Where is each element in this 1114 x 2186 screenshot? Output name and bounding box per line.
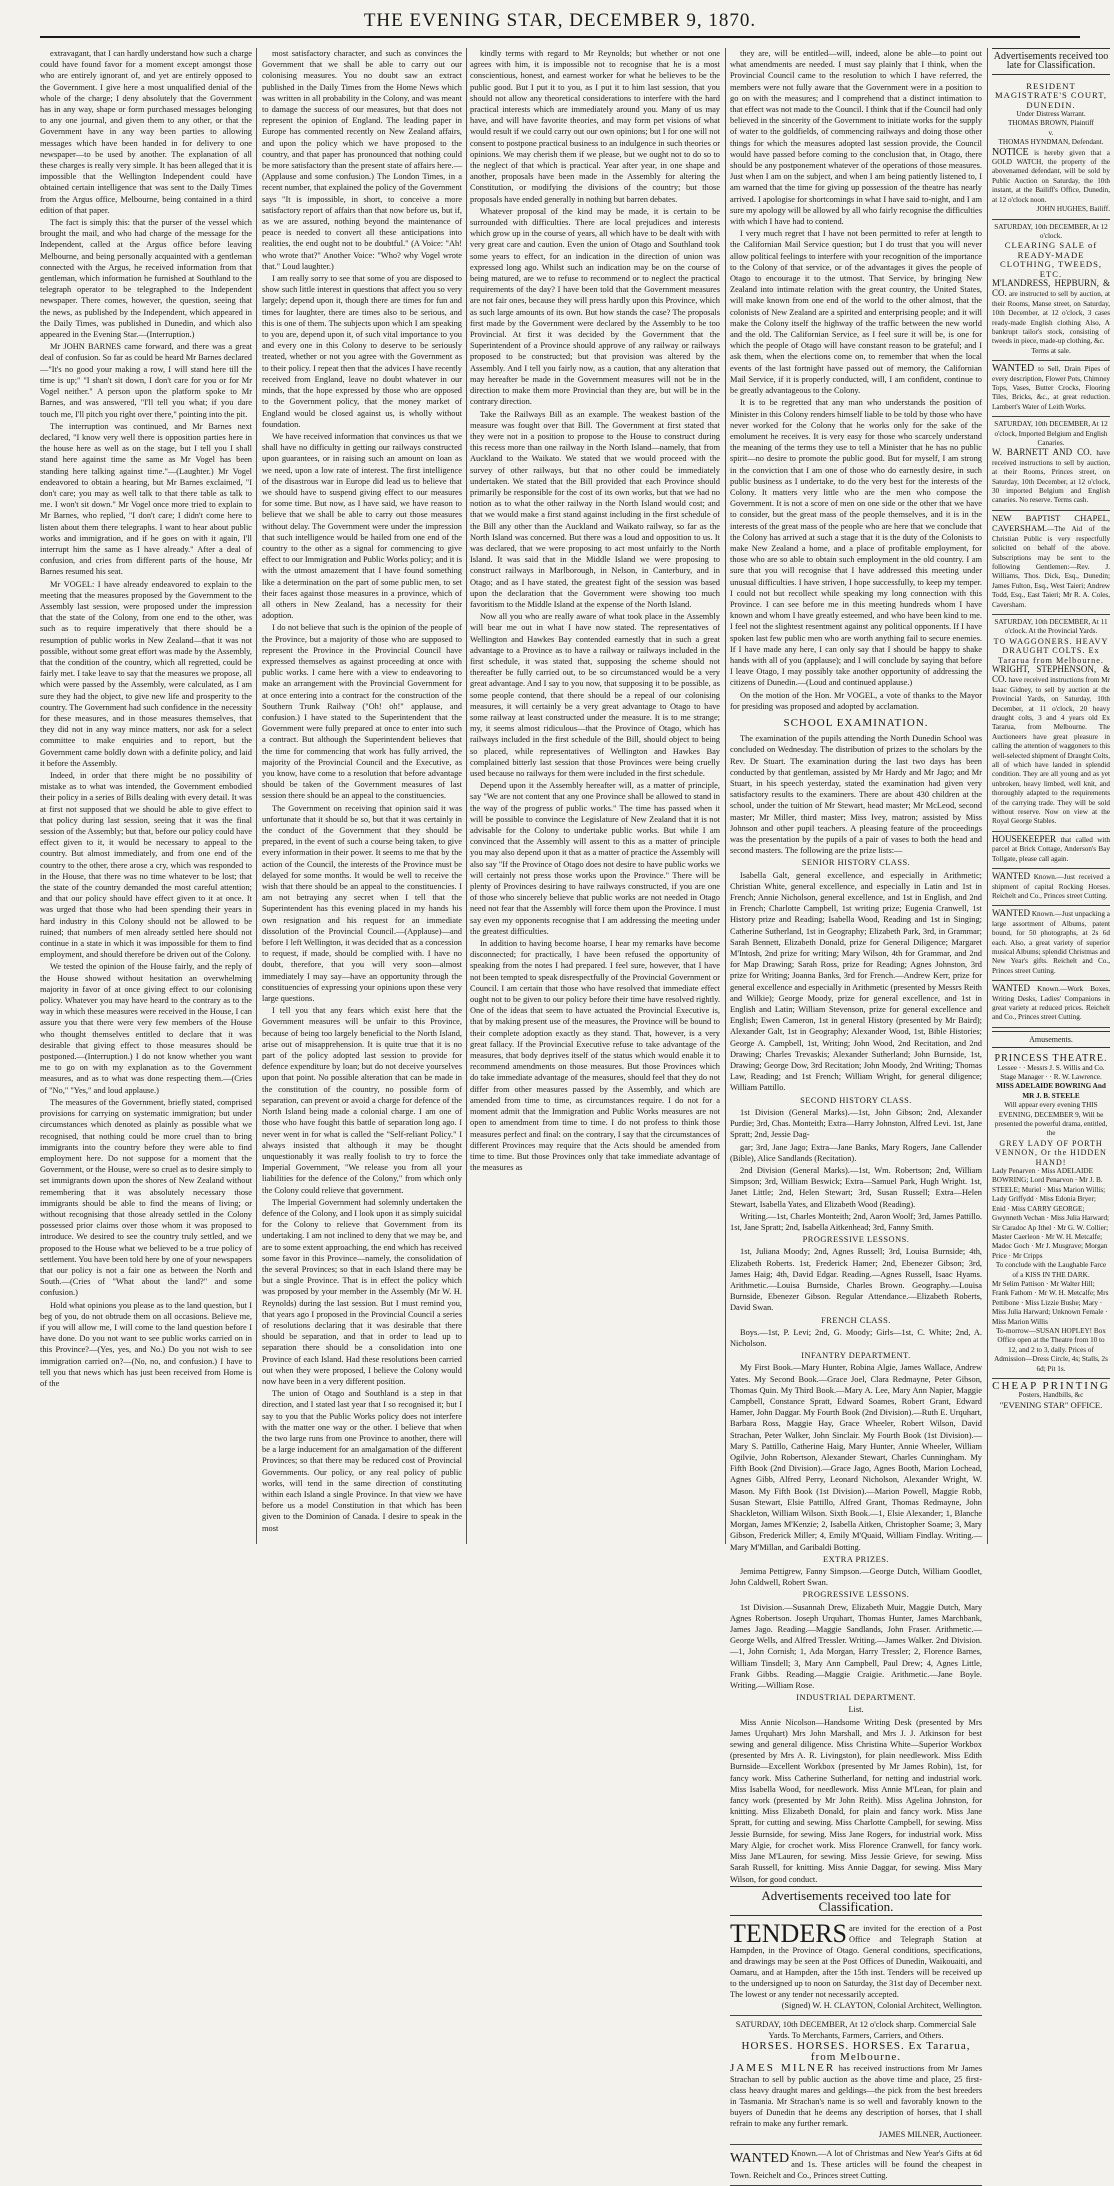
paragraph: Isabella Galt, general excellence, and especially in Arithmetic; Christian White, general excellence, and especially in Latin and 1st in French; Annie Nicholson, general excellence, and 1st in English, and 2nd in French; Charlotte Campbell, 1st writing prize; Eugenia Cranwell, 1st History prize and Reading; Isabella Wood, Reading and 1st in Singing; Catherine Sutherland, 1st in Geography; Elizabeth Park, 3rd, in Grammar; Sarah Bennett, Elizabeth Donald, prize for General Diligence; Margaret M'Intosh, 2nd prize for writing; Mary Wilson, 4th for Grammar, and 2nd for Map Drawing; Sarah Ross, prize for Reading; Agnes Johnston, 3rd prize for Writing; Joanna Banks, 3rd for French.—Andrew Kerr, prize for general excellence and especially in Arithmetic (presented by Messrs Reith and Wilkie); George Moody, prize for general excellence, and 1st in English and Latin; William Stevenson, prize for general excellence and English; Ewen Cameron, 1st in general History (presented by Mr Baird); Alexander Galt, 1st in Geography; Alexander Wood, 1st, Bible Histories; George A. Campbell, 1st, Writing; John Wood, 2nd Recitation, and 2nd Drawing; Charles Trevaskis; Alexander Sutherland; John Burnside, 1st, Drawing; George Dow, 3rd Recitation; John Moody, 2nd Writing; Thomas Law, Reading; and 1st French; William Wright, for general diligence; William Pattillo. [730,870,982,1093]
wright-lead: WRIGHT, STEPHENSON, & CO. [992,663,1110,685]
milner-lead: JAMES MILNER [730,2062,836,2075]
theatre-appearance: Will appear every evening THIS EVENING, DECEMBER 9, Will be presented the powerful drama, entitled, the [994,1101,1108,1138]
landress-body: are instructed to sell by auction, at their Rooms, Manse street, on Saturday, 10th December, at 12 o'clock, 3 cases ready-made English clothing Also, A bankrupt tailor's stock, consisting of tweeds in piece, made-up clothing, &c. [992,290,1110,346]
landress-terms: Terms at sale. [1031,346,1071,355]
subheading: PROGRESSIVE LESSONS. [802,1235,910,1245]
barnett-lead: W. BARNETT AND CO. [992,447,1092,458]
paragraph: My First Book.—Mary Hunter, Robina Algie, James Wallace, Andrew Yates. My Second Book.—Grace Joel, Clara Redmayne, Peter Gibson, Thomas Quin. My Third Book.—Mary A. Lee, Mary Ann Napier, Maggie Campbell, Constance Spratt, Edward Soames, Robert Grant, Edward Hamer, John Daggar. My Fourth Book (2nd Division).—Ruth E. Urquhart, Barbara Ross, Maggie Hay, Grace Wheeler, Robert Wilson, David Strachan, Peter Walker, John Sinclair. My Fourth Book (1st Division).—Mary S. Pattillo, Catherine Haig, Mary Hunter, Annie Wheeler, William Ogilvie, John Robertson, Alexander Stewart, Charles Cunningham. My Fifth Book (2nd Division).—Grace Jago, Agnes Booth, Marion Lochead, Agnes Gibb, Alfred Perry, Leonard Nicholson, Alexander Wright, W. Mason. My Fifth Book (1st Division).—Marion Powell, Maggie Robb, Susan Stewart, Elsie Pattillo, Alfred Grant, Thomas Redmayne, John Shackleton, William Wilson. Sixth Book.—1, Elsie Alexander; 1, Blanche Morgan, James M'Kenzie; 2, Isabella Aitken, Christopher Soame; 3, Mary Gibson, Frederick Miller; 4, Emily M'Quaid, William Findlay. Writing.—Mary M'Millan, and Garibaldi Botting. [730,1363,982,1552]
theatre-ad [992,1051,1110,1379]
printing-office: "EVENING STAR" OFFICE. [999,1399,1103,1410]
play-title: GREY LADY OF PORTH VENNON, Or the HIDDEN HAND! [995,1138,1107,1167]
paragraph: The examination of the pupils attending the North Dunedin School was concluded on Wednesday. The distribution of prizes to the scholars by the Rev. Dr Stuart. The examination during the last two days has been conducted by that gentleman, assisted by Mr Hardy and Mr Jago; and Mr Stuart, in his speech yesterday, stated the examination had given very satisfactory results to the examiners. There are about 430 children at the school, under the tuition of Mr Stewart, head master; Mr McLeod, second master; Mr Miller, third master; Miss Ivey, matron; assisted by Miss Johnson and other pupil teachers. A pleasing feature of the proceedings was the presentation by the pupils of a pair of vases to both the head and second masters. The following are the prize lists:— [730,734,982,856]
house-body: that called with parcel at Brick Cottage, Anderson's Bay Tollgate, please call again. [992,835,1110,863]
column-rule [466,48,467,1544]
colts-title: TO WAGGONERS. HEAVY DRAUGHT COLTS. Ex Tararua from Melbourne. [993,636,1109,665]
w1-lead: WANTED [992,871,1030,882]
paragraph: I very much regret that I have not been permitted to refer at length to the Californian Mail Service question; but I do trust that you will never allow political feelings to interfere with your recognition of the importance to the Colony of that service, or of the advantages it gives the people of Otago to encourage it to the utmost. That Service, by bringing New Zealand into intimate relation with the great country, the United States, will make known from one end of the world to the other almost, that the colonists of New Zealand are a spirited and enterprising people; and it will make the Colony itself the highway of the traffic between the new world and the old. The Californian Service, as I feel sure it will be, is one for which the people of Otago will have constant reason to be grateful; and I ask them, when the elections come on, to remember that when the local events of the last fortnight have passed out of memory, the Californian Mail Service, if it is properly conducted, will, I am confident, continue to be greatly advantageous to the Colony. [730,229,982,396]
housekeeper-ad [992,832,1110,869]
w3-lead: WANTED [992,983,1030,994]
paragraph: Hold what opinions you please as to the land question, but I beg of you, do not obtrude them on all occasions. Believe me, if you will allow me, I will come to the land question before I have done. Do you not want to see public works carried on in this Province?—(Yes, yes, and No.) Do you not wish to see immigration carried on?—(No, no, and confusion.) I have to tell you that news which has just been received from Home is of the [40,1300,252,1388]
tenders-body: are invited for the erection of a Post Office and Telegraph Station at Hampden, in the Province of Otago. General conditions, specifications, and drawings may be seen at the Post Offices of Dunedin, Waikouaiti, and Oamaru, and at Hampden, after the 15th inst. Tenders will be received up to the undersigned up to noon on Saturday, the 31st day of December next. The lowest or any tender not necessarily accepted. [730,1924,982,2000]
column-rule [987,48,988,1544]
wright-body: have received instructions from Mr Isaac Gidney, to sell by auction at the Provincial Yards, on Saturday, 10th December, at 11 o'clock, 20 heavy draught colts, 3 and 4 years old Ex Tararua, from Melbourne. The Auctioneers have great pleasure in calling the attention of waggoners to this well-selected shipment of Draught Colts, all of which have landed in splendid condition. They are all young and as yet unbroken, heavy limbed, well knit, and thoroughly adapted to the requirements of the carrying trade. They will be sold without reserve. Now on view at the Royal George Stables. [992,676,1110,826]
w3-body: Known.—Work Boxes, Writing Desks, Ladies' Companions in great variety at reduced prices. Reichelt and Co., Princes street Cutting. [992,985,1110,1022]
paragraph: 2nd Division (General Marks).—1st, Wm. Robertson; 2nd, William Simpson; 3rd, William Beswick; Extra—Samuel Park, Hugh Wright. 1st, Janet Little; 2nd, Helen Stewart; 3rd, Susan Russell; Extra—Helen Stewart, Isabella Yates, and Elizabeth Wood (Reading). [730,1165,982,1209]
paragraph: Mr JOHN BARNES came forward, and there was a great deal of confusion. So far as could be heard Mr Barnes declared—"It's no good your making a row, I will stand here till the time is up;" "I shan't sit down, I don't care for you or for Mr Vogel neither." A person upon the platform spoke to Mr Barnes, and was answered, "I'll tell you what; if you dare touch me, I'll pitch you right over there," pointing into the pit. [40,342,252,419]
paragraph: We tested the opinion of the House fairly, and the reply of the House showed without hesitation an overwhelming majority in favor of at once giving effect to our colonising policy. Whatever you may have heard to the contrary as to the way in which these measures were received in the House, I can assure you that there were very few members of the House who thought themselves entitled to declare that it was desirable that giving effect to those measures should be postponed.—(Interruption.) I do not know whether you want me to go on with my explanation as to the Government measures, and as to what was done respecting them.—(Cries of "No," "Yes," and loud applause.) [40,962,252,1095]
paragraph: The measures of the Government, briefly stated, comprised provisions for carrying on systematic immigration; but under circumstances which denoted as plainly as possible what we recognised, that nothing could be more cruel than to bring immigrants into the country before they were able to find employment here. Do not suppose for a moment that the Government, or the House, were so cruel as to desire simply to set immigrants down upon the shores of New Zealand without remembering that it was absolutely necessary those immigrants should be able to find the means of living; or without recognising that those already settled in the Colony possessed prior claims over those whom it was proposed to introduce. We desired to see the country truly settled, and we proposed to the House what we believed to be a true policy of settlement. You have been told here by one of your newspapers that our policy is not a fair one as between the North and South.—(Cries of "What about the land?" and some confusion.) [40,1097,252,1298]
paragraph: The interruption was continued, and Mr Barnes next declared, "I know very well there is opposition parties here in the house here as well as on the stage, but I tell you I shall stand here against time the same as Mr Vogel has been standing here talking against time."—(Laughter.) Mr Vogel endeavored to obtain a hearing, but Mr Barnes exclaimed, "I don't care; you may as well talk to that there table as talk to me. I won't sit down." Mr Vogel once more tried to explain to Mr Barnes, who replied, "I don't care; I didn't come here to listen about them there telegraphs. I want to hear about public works and immigration, and if he goes on with it again, I'll interrupt him the same as I have already." After a deal of confusion, and cries from different parts of the house, Mr Barnes resumed his seat. [40,421,252,577]
printing-posters: Posters, Handbills, &c [1018,1391,1084,1400]
subheading: EXTRA PRIZES. [822,1554,890,1564]
court-defendant: THOMAS HYNDMAN, Defendant. [998,138,1104,147]
court-title: RESIDENT MAGISTRATE'S COURT, DUNEDIN. [994,80,1108,110]
house-lead: HOUSEKEEPER [992,833,1057,844]
paragraph: The Government on receiving that opinion said it was unfortunate that it should be so, but that it was certainly in the conduct of the Government that they should be prepared, in the event of such a course being taken, to give every information in their power. It seems to me that by the action of the Council, the interests of the Province must be delayed for some months. It would be well to receive the wish that there should be an appeal to the constituencies. I am not betraying any secret when I tell that the Superintendent has this evening placed in my hands his own resignation and his request for an immediate dissolution of the Provincial Council.—(Applause)—and before I left Wellington, it was decided that as a concession to request, if made, should be complied with. I have no doubt, therefore, that you will very soon—almost immediately I may say—have an opportunity through the constituencies of expressing your opinions upon these very large questions. [262,803,462,1004]
subheading: INDUSTRIAL DEPARTMENT. [796,1693,916,1703]
paragraph: Depend upon it the Assembly hereafter will, as a matter of principle, say "We are not content that any one Province shall be allowed to stand in the way of the progress of public works." The time has passed when it will be possible to convince the Legislature of New Zealand that it is not advisable for the Colony to undertake public works. But while I am convinced that the Assembly will assent to this as a matter of principle you may also depend upon it that as a matter of practice the Assembly will also say "If the Province of Otago does not desire to have public works we will certainly not press those works upon the Province." There will be plenty of Provinces desiring to have railways constructed, if you are one of those who sincerely believe that public works are not needed in Otago need not fear that the Assembly will force them upon the Province. I must say even my opponents recognise that I am addressing the meeting under the greatest difficulties. [470,781,720,936]
paragraph: 1st Division (General Marks).—1st, John Gibson; 2nd, Alexander Purdie; 3rd, Chas. Monteith; Extra—Harry Johnston, Alfred Levi. 1st, Jane Spratt; 2nd, Jessie Dag- [730,1107,982,1140]
printing-ad [992,1379,1110,1414]
theatre-stage-manager: Stage Manager · · R. W. Lawrence. [1000,1073,1102,1081]
paragraph: In addition to having become hoarse, I hear my remarks have become disconnected; for practically, I have been refused the opportunity of speaking from the notes I had prepared. I feel sure, however, that I have not been tempted to speak disrespectfully of the Provincial Government or Council. I am certain that those who have resolved that immediate effect ought not to be given to our policy before their time have resolved rightly. One of the ideas that seem to have actuated the Provincial Executive is, that by making present use of the measures, the Province will be bound to their complete adoption exactly as they stand. That, however, is a very great fallacy. If the Provincial Executive refuse to take advantage of the measures, that body deprives itself of the status which would enable it to recommend amendments on those measures. But those Provinces which do take immediate advantage of the measures, should feel that they do not differ from other measures passed by the Assembly, and which are amended from time to time, as circumstances require. I do not for a moment admit that the Immigration and Public Works measures are not open to amendment from time to time. I do not profess to think those measures perfect and final: on the contrary, I say that the circumstances of different Provinces may require that the Acts should be amended from time to time. But those Provinces only that take immediate advantage of the measures as [470,939,720,1173]
list-heading: 1st Division. [740,1602,785,1612]
paragraph: The Imperial Government had solemnly undertaken the defence of the Colony, and I look upon it as simply suicidal for the Colony to relieve that Government from its undertaking. I am not inclined to deny that we may be, and are to some extent approaching, the end which has received some favor in this Province—namely, the consolidation of the several Provinces; so that in each Island there may be but a single Province. That is in effect the policy which was proposed by your member in the Assembly (Mr W. H. Reynolds) during the last session. But I must remind you, that years ago I proposed in the Provincial Council a series of resolutions declaring that it was desirable that there should be separation, and that in order to lead up to separation there should be a consolidation into one Province of each Island. Had these resolutions been carried out when they were proposed, I believe the Colony would now have been in a very different position. [262,1197,462,1386]
workboxes-ad [992,981,1110,1028]
court-versus: v. [1048,128,1054,137]
landress-lead: M'LANDRESS, HEPBURN, & CO. [992,277,1110,299]
drain-pipes-ad [992,361,1110,417]
sale-heading: SATURDAY, 10th DECEMBER, At 12 o'clock sharp. Commercial Sale Yards. To Merchants, Farmers, Carriers, and Others. [735,2020,977,2041]
paragraph: Take the Railways Bill as an example. The weakest bastion of the measure was fought over that Bill. The Government at first stated that they were not in a position to propose to the House to construct during this recess more than one railway in the North Island—namely, that from Auckland to the Waikato. We stated that we would proceed with the survey of other railways, but that no other could be immediately undertaken. We stated that the Bill provided that each Province should primarily be responsible for the cost of its own works, but that we had no notion as to what the other railway in the North Island would cost; and that we would make a first stand against including in the first schedule of the Bill any other than the Auckland and Waikato railway, so far as the North Island was concerned. But there was a loud and opposition to us. It was declared, that we were proposing to act most unfairly to the North Island. It was said that in the Middle Island we were proposing to construct railways in Marlborough, in Nelson, in Canterbury, and in Otago; and as I have stated, the greatest fight of the session was based upon the declaration that the Government were showing too much favoritism to the Middle Island at the expense of the North Island. [470,409,720,609]
paragraph: On the motion of the Hon. Mr VOGEL, a vote of thanks to the Mayor for presiding was proposed and adopted by acclamation. [730,690,982,711]
paragraph: Indeed, in order that there might be no possibility of mistake as to what was intended, the Government embodied their policy in a series of Bills dealing with every detail. It was at first not supposed that we should be able to give effect to that policy during last session, seeing that it was the final session of the Assembly; but that, before our policy could have effect given to it, it would be necessary to appeal to the country. But almost immediately, and from one end of the country to the other, there arose a cry, which was responded to in the House, that there was no time whatever to be lost; that the state of the country demanded the most careful attention; and that our policy should have effect given to it at once. It was urged that those who had been spending their years in hard industry in this Colony should not be allowed to be ruined; that numbers of men already settled here should not continue in a state in which it was impossible for them to find employment, and should therefore be driven out of the Colony. [40,771,252,960]
subheading: PROGRESSIVE LESSONS. [802,1590,910,1600]
canaries-ad [992,417,1110,511]
column-3 [470,48,720,1544]
paragraph: It is to be regretted that any man who understands the position of Minister in this Colony renders himself liable to be told by those who have never worked for the Colony that he works only for the sake of the emolument he receives. It is very easy for those who scarcely understand the meaning of the terms they use to tell a Minister that he has no public spirit—no desire to promote the public good. But for myself, I am strong in the conviction that I am one of those who do earnestly desire, in such public business as I undertake, to do the very best for the interests of the Colony. It matters very little who are the men who compose the Government. It is not a score of men on one side or the other that we have to consider, but the great mass of the people themselves, and it is in the interests of the great mass of the people who are here that we conclude that the Colony has arrived at such a stage that it is the duty of the Colonists to make New Zealand a home, and a place of profitable employment, for those who are so able to obtain such employment in the old country. I am sure that you will recognise that I have addressed this meeting under unusual difficulties. I have striven, I hope successfully, to keep my temper. I could not but recollect while speaking my long connection with this Province. I can see before me in this meeting hundreds whom I have known and whom I have greatly esteemed, and who have been kind to me. I feel not the slightest resentment against any political opponents. If I have spoken last few public men who are worth anything fail to secure enemies. If I have made any here, I can only say that I should be happy to shake hands with all of you (applause); and I will conclude by saying that before I leave Otago, I may possibly take another opportunity of addressing the citizens of Dunedin.—(Loud and continued applause.) [730,398,982,688]
paragraph: Boys.—1st, P. Levi; 2nd, G. Moody; Girls—1st, C. White; 2nd, A. Nicholson. [730,1327,982,1348]
court-subtitle: Under Distress Warrant. [1016,110,1086,119]
column-rule [725,48,726,1544]
notice-lead: NOTICE [992,146,1029,158]
section-heading: SCHOOL EXAMINATION. [783,716,929,729]
farce-cast: Mr Selim Pattison · Mr Walter Hill; Frank Fathom · Mr W. H. Metcalfe; Mrs Pettibone · Miss Lizzie Bushe; Mary · Miss Julia Harward; Unknown Female · Miss Marion Willis [992,1279,1109,1326]
paragraph: The union of Otago and Southland is a step in that direction, and I stated last year that I so recognised it; but I say to you that the Public Works policy does not interfere with the matter one way or the other. I believe that when the two large runs from one Province to another, there will be a large inducement for an amalgamation of the different Provinces; so that there may be reduced cost of Provincial Governments. Our policy, or any real policy of public works, will tend in the same direction of constituting within each Island a single Province. In that view we have before us a model Constitution in that which has been given to the Dominion of Canada. I desire to speak in the most [262,1389,462,1533]
rocking-horses-ad [992,869,1110,906]
paragraph: Mr VOGEL: I have already endeavored to explain to the meeting that the measures proposed by the Government to the Assembly last session, were proposed under the impression that the state of the Colony, from one end to the other, was such as to require imperatively that there should be a resumption of public works in New Zealand—that it was not possible, without some great effort was made by the Assembly, that the condition of the country, which all regretted, could be fairly met. I take leave to say that the measures we propose, all which were passed by the Assembly, were calculated, as I am sure they had the object, to give new life and prosperity to the country. The Government had such confidence in the necessity for these measures, and in those measures themselves, that they did not in any way mince matters, nor ask for a select committee to make enquiries and to report, but the Government came boldly down with a definite policy, and laid it before the Assembly. [40,579,252,768]
ad-column [992,48,1110,1544]
barnett-body: have received instructions to sell by auction, at their Rooms, Princes street, on Saturday, 10th December, at 12 o'clock, 30 imported Belgium and English canaries. No reserve. Terms cash. [992,449,1110,505]
column-4 [730,48,983,2181]
paragraph: kindly terms with regard to Mr Reynolds; but whether or not one agrees with him, it is impossible not to recognise that he is a most conscientious, honest, and earnest worker for what he believes to be the public good. But I put it to you, as I put it to him last session, that you should not allow any theoretical considerations to interfere with the hard practical interests which are immediately around you. Many of us may have, and will have favorite theories, and may form pet visions of what would result if we could carry out our own opinions; but I for one will not consent to postpone practical business to an indulgence in such theories or opinions. We may cherish them if we please, but we ought not to do so to the neglect of that which is practical. Year after year, in one shape and another, proposals have been made in the Assembly for altering the Constitution, or modifying the divisions of the country; but those proposals have ended generally in nothing but barren debates. [470,49,720,204]
sale-date: SATURDAY, 10th DECEMBER, At 12 o'clock. [994,222,1108,240]
ads-heading: Advertisements received too late for Classification. [992,48,1110,75]
paragraph [730,1602,982,1692]
drain-lead: WANTED [992,363,1035,375]
subheading: INFANTRY DEPARTMENT. [801,1351,911,1361]
chapel-lead: NEW BAPTIST CHAPEL, CAVERSHAM. [992,512,1110,534]
masthead: THE EVENING STAR, DECEMBER 9, 1870. [40,10,1080,38]
drain-body: to Sell, Drain Pipes of every description, Flower Pots, Chimney Tops, Vases, Butter Crocks, Flooring Tiles, Bricks, &c., at great reduction. Lambert's Water of Leith Works. [992,365,1110,411]
notice-body: is hereby given that a GOLD WATCH, the property of the abovenamed defendant, will be sold by Public Auction on Saturday, the 10th instant, at the Bailiff's Office, Dunedin, at 12 o'clock noon. [992,148,1110,204]
subheading: SECOND HISTORY CLASS. [800,1095,912,1105]
paragraph: they are, will be entitled—will, indeed, alone be able—to point out what amendments are needed. I must say plainly that I think, when the Provincial Council came to the resolution to which I have referred, the members were not fully aware that the Government were in a position to go on with the measures; and I comprehend that a distinct intimation to that effect was not made to the Council. I think that if the Council had only believed in the sincerity of the Government to initiate works for the supply of water to the goldfields, of commencing railways and doing those other things for which the measures adopted last session provide, the Council would have passed before coming to the conclusion that, in Otago, there should be any postponement whatever of the operations of those measures. Just when I am on the subject, and when I am being patiently listened to, I am warned that the time for giving up possession of the theatre has nearly arrived. I apologise for shortcomings in what I have said to-night, and I am sure my apology will be allowed by all who fairly recognise the difficulties with which I have had to contend. [730,49,982,227]
chapel-ad [992,511,1110,615]
subheading: List. [848,1705,864,1715]
theatre-lessee: Lessee · · Messrs J. S. Willis and Co. [997,1063,1105,1072]
paragraph: I tell you that any fears which exist here that the Government measures will be unfair to this Province, because of being too largely beneficial to the North Island, arise out of misapprehension. It is quite true that it is no part of the policy adopted last session to provide for defence expenditure by loan; but do not deceive yourselves upon that point. No possible alteration that can be made in the constitution of the country, no possible form of separation, can prevent or avoid a charge for defence of the North Island being made a colonial charge. I am one of those who have fought this battle of separation long ago. I never went in for what is called the "Self-reliant Policy." I always insisted that although it may be thought unquestionably it was really foolish to try to force the Imperial Government, "We release you from all your liabilities for the defence of the Colony," from which only the Colony could relieve that government. [262,1006,462,1195]
paragraph: We have received information that convinces us that we shall have no difficulty in getting our railways constructed upon guarantees, or in raising such an amount on loan as we need, upon a low rate of interest. The first intelligence of the disastrous war in Europe did lead us to believe that we should have to suspend giving effect to our measures for some time. But now, as I have said, we have reason to believe that we shall be able to carry out those measures without delay. The Government were under the impression that such intelligence would be hailed from one end of the country to the other as a signal for commencing to give effect to our Immigration and Public Works policy; and it is with the utmost amazement that I have found something like a determination on the part of some public men, to set their faces against those measures in a province, which of all others in New Zealand, has a necessity for their adoption. [262,431,462,621]
w2-body: Known.—Just unpacking a large assortment of Albums, patent bound, for 50 photographs, at 2s 6d each. Also, a great variety of superior musical Albums; splendid Christmas and New Year's gifts. Reichelt and Co., Princes street Cutting. [992,910,1110,975]
court-plaintiff: THOMAS BROWN, Plaintiff [1008,119,1094,128]
clothing-sale-ad [992,220,1110,362]
notice-signature: JOHN HUGHES, Bailiff. [1036,205,1110,214]
paragraph: most satisfactory character, and such as convinces the Government that we shall be able to carry out our colonising measures. You no doubt saw an extract published in the Daily Times from the Home News which was written in all probability in the Colony, and was meant to damage the success of our measures, but that does not represent the opinion of England. The leading paper in Europe has commented recently on New Zealand affairs, and upon the policy which we have proposed to the country, and that paper has pronounced that nothing could be more satisfactory than the present state of affairs here.—(Applause and some confusion.) The London Times, in a recent number, that explained the policy of the Government says "It is impossible, in short, to conceive a more satisfactory report of affairs than that now before us, but if, as we are assured, nothing beyond the maintenance of peace is needed to convert all these anticipations into realities, the end ought not to be doubtful." (A Voice: "Ah! who wrote that?" Another Voice: "Who? why Vogel wrote that." Loud laughter.) [262,49,462,271]
milner-signature: JAMES MILNER, Auctioneer. [878,2130,982,2140]
paragraph: Writing.—1st, Charles Monteith; 2nd, Aaron Woolf; 3rd, James Pattillo. 1st, Jane Spratt; 2nd, Isabella Aitkenhead; 3rd, Fanny Smith. [730,1211,982,1232]
column-rule [256,48,257,1544]
w1-body: Known.—Just received a shipment of capital Rocking Horses. Reichelt and Co., Princes street Cutting. [992,873,1110,900]
farce-title: To conclude with the Laughable Farce of a KISS IN THE DARK. [995,1261,1107,1279]
theatre-stars: MISS ADELAIDE BOWRING And MR J. B. STEELE [996,1082,1106,1100]
wanted-lead: WANTED [730,2151,790,2167]
paragraph: Jemima Pettigrew, Fanny Simpson.—George Dutch, William Goodlet, John Caldwell, Robert Swan. [730,1567,982,1588]
tenders-lead: TENDERS [730,1919,847,1949]
wanted-body: Known.—A lot of Christmas and New Year's Gifts at 6d and 1s. These articles will be found the cheapest in Town. Reichelt and Co., Princes street Cutting. [730,2149,982,2181]
column-2 [262,48,462,1544]
colts-ad [992,615,1110,832]
subheading: SENIOR HISTORY CLASS. [801,858,911,868]
paragraph: gar; 3rd, Jane Jago; Extra—Jane Banks, Mary Rogers, Jane Callender (Bible), Alice Sandlands (Recitation). [730,1142,982,1163]
theatre-tomorrow: To-morrow—SUSAN HOPLEY! Box Office open at the Theatre from 10 to 12, and 2 to 3, daily. Prices of Admission—Dress Circle, 4s; Stalls, 2s 6d; Pit 1s. [994,1326,1108,1373]
milner-body: has received instructions from Mr James Strachan to sell by public auction as the above time and place, 25 first-class heavy draught mares and geldings—the pick from the best breeders in Tasmania. Mr Strachan's name is so well and favorably known to the buyers of Dunedin that he deems any description of horses, that I shall refrain to make any further remark. [730,2064,982,2129]
tender-ad [730,1920,982,2016]
list-body: —Susannah Drew, Elizabeth Muir, Maggie Dutch, Mary Agnes Robertson. Joseph Urquhart, Thomas Hunter, James Marchbank, James Jago. Reading.—Maggie Sandlands, John Fraser. Arithmetic.—George Wells, and Alfred Tressler. Writing.—James Walker. 2nd Division.—1, John Cornish; 1, Ada Morgan, Harry Tressler; 2, Florence Barnes, William Tinsdell; 3, Mary Ann Campbell, Paul Drew; 4, Agnes Little, Frank Gibbs. Reading.—Maggie Craigie. Arithmetic.—Jane Boyle. Writing.—William Rose. [730,1602,983,1691]
colts-date: SATURDAY, 10th DECEMBER, At 11 o'clock. At the Provincial Yards. [994,617,1108,636]
column-1 [40,48,252,1544]
court-notice [992,79,1110,220]
paragraph: extravagant, that I can hardly understand how such a charge could have found favor for a moment except amongst those who are entirely ignorant of, and yet are entirely opposed to the Government. I give here a most unqualified denial of the whole of the charge; I deny absolutely that the Government has in any way, shape or form purchased messages belonging to any one journal, and given them to any other, or that the Government have in any way been parties to allowing messages which have been handed in for delivery to one newspaper—to be used by another. The explanation of all these charges is really very simple. It has been alleged that it is impossible that the Wellington Independent could have obtained certain intelligence that was sent to the Daily Times from the Argus office, Melbourne, being contained in a third edition of that paper. [40,49,252,215]
horses-heading: HORSES. HORSES. HORSES. Ex Tararua, from Melbourne. [741,2040,971,2064]
amusements-heading: Amusements. [992,1031,1110,1048]
printing-title: CHEAP PRINTING [992,1380,1110,1392]
paragraph: The fact is simply this: that the purser of the vessel which brought the mail, and who had charge of the message for the Independent, called at the Argus office before leaving Melbourne, and being personally acquainted with a gentleman connected with the Argus, he received information from that gentleman, which information he furnished at Southland to the telegraph operator to be telegraphed to the Independent newspaper. There comes, however, the question, seeing that the news, as published by the Independent, which appeared in the Daily Times, was published in Dunedin, and which also appeared in the Evening Star.—(Interruption.) [40,218,252,340]
wanted-ad [730,2145,982,2186]
paragraph: Whatever proposal of the kind may be made, it is certain to be surrounded with difficulties. There are local prejudices and interests which grow up in the course of years, all which have to be dealt with with very great care and caution. Even the union of Otago and Southland took some years to effect, for an indication in the direction of union was expressed long ago. Whilst such an indication may be on the course of being matured, are we to refuse to recommend or to neglect the practical requirements of the day? I have been told that the Government measures are not fair ones, because they will press hardly upon this Province, which as such large amounts of its own. But how stands the case? The proposals first made by the Government were declared by the Assembly to be too Provincial. At first it was decided by the Government that the Superintendent of a Province should approve of any railway or railways proposed to be constructed; but that provision was altered by the Assembly. And I tell you fairly now, as a caution, that any alteration that may hereafter be made in the Government measures will not be in the direction to make them more Provincial than they are, but will be in the contrary direction. [470,206,720,407]
subheading: FRENCH CLASS. [821,1315,891,1325]
paragraph: 1st, Juliana Moody; 2nd, Agnes Russell; 3rd, Louisa Burnside; 4th, Elizabeth Roberts. 1st, Frederick Hamer; 2nd, Ebenezer Gibson; 3rd, James Haig; 4th, David Edgar. Reading.—Agnes Russell, Isaac Hyams. Arithmetic.—Louisa Burnside, Charles Brown. Geography.—Louisa Burnside, Ebenezer Gibson. Regular Attendance.—Elizabeth Roberts, David Swan. [730,1247,982,1313]
w2-lead: WANTED [992,908,1030,919]
chapel-body: —The Aid of the Christian Public is very respectfully solicited on behalf of the above. Subscriptions may be sent to the following Gentlemen:—Rev. J. Williams, Thos. Dick, Esq., Dunedin; James Fulton, Esq., West Taieri; Andrew Todd, Esq., East Taieri; Mr R. A. Coles, Caversham. [992,525,1110,609]
paragraph: I do not believe that such is the opinion of the people of the Province, but a majority of those who are supposed to represent the Province in the Provincial Council have expressed themselves as against proceeding at once with public works. I came here with a view to endeavoring to make an arrangement with the Provincial Government for at once entering into a contract for the construction of the Southern Trunk Railway ("Oh! oh!" applause, and confusion.) I have stated to the Superintendent that the Government were fully prepared at once to enter into such a contract. But although the Superintendent believes that the time for commencing that work has fully arrived, the majority of the Provincial Council and the Executive, as you know, have come to a resolution that before advantage should be taken of the Government measures of last session there should be an appeal to the constituencies. [262,623,462,801]
sale-title: CLEARING SALE of READY-MADE CLOTHING, TWEEDS, ETC. [999,240,1103,279]
paragraph: Now all you who are really aware of what took place in the Assembly will bear me out in what I have now stated. The representatives of Wellington and Hawkes Bay contended earnestly that in such a great advantage to a Province as to have a railway or railways included in the first schedule, it was stated that, supposing the scheme should not thereafter be fully carried out, to be so circumstanced would be a very great advantage. And I say to you now, that supposing it to be possible, as some people contend, that there should be a repeal of our colonising measures, it will certainly be a very great advantage to Otago to have some railway at least constructed under the measure. It is to me strange; my, it seems almost ridiculous—that the Province of Otago, which has railways included in the first schedule of the Bill, should object to being so placed, while representatives of Wellington and Hawkes Bay complained bitterly last session that those Provinces were being cruelly used because no railways for them were included in the first schedule. [470,612,720,778]
paragraph: Miss Annie Nicolson—Handsome Writing Desk (presented by Mrs James Urquhart) Mrs John Marshall, and Mrs J. J. Atkinson for best sewing and general diligence. Miss Christina White—Superior Workbox (presented by Mrs A. R. Livingston), for plain needlework. Miss Edith Burnside—Excellent Workbox (presented by Mr James Robin), 1st, for fancy work. Miss Catherine Sutherland, for netting and industrial work. Miss Isabella Wood, for needlework. Miss Annie M'Lean, for plain and fancy work (presented by Mr John Reith). Miss Agelina Johnston, for knitting. Miss Elizabeth Donald, for plain and fancy work. Miss Jane Spratt, for cutting and sewing. Miss Charlotte Campbell, for sewing. Miss Jessie Burnside, for sewing. Miss Jane Rogers, for industrial work. Miss Mary Algie, for crochet work. Miss Florence Cranwell, for fancy work. Miss Jane M'Lauren, for sewing. Miss Jessie Grieve, for sewing. Miss Sarah Russell, for knitting. Miss Annie Daggar, for sewing. Miss Mary Wilson, for good conduct. [730,1717,982,1884]
paragraph: I am really sorry to see that some of you are disposed to show such little interest in questions that affect you so very largely; depend upon it, though there are times for fun and times for laughter, there are times also to be serious, and this is one of them. The subjects upon which I am speaking to you are, depend upon it, of such vital importance to you and every one in this Colony to deserve to be seriously treated, whether or not you agree with the Government as to their policy. I repeat then that the advices I have recently received from England, leave no doubt whatever in our minds, that the hope expressed by those who are opposed to the Government policy, that the money market of England would be closed against us, is wholly without foundation. [262,274,462,429]
play-cast: Lady Penarven · Miss ADELAIDE BOWRING; Lord Penarvon · Mr J. B. STEELE; Muriel · Miss Marion Willis; Lady Griffydd · Miss Edonia Bryer; Enid · Miss CARRY GEORGE; Gwynneth Vechan · Miss Julia Harward; Sir Caradoc Ap Ithel · Mr G. W. Collier; Master Caerleon · Mr W. H. Metcalfe; Madoc Goch · Mr J. Musgrave; Morgan Price · Mr Cripps [992,1167,1110,1260]
advertisements-heading: Advertisements received too late for Classification. [730,1886,982,1916]
albums-ad [992,906,1110,981]
canaries-date: SATURDAY, 10th DECEMBER, At 12 o'clock, Imported Belgium and English Canaries. [994,420,1108,448]
theatre-title: PRINCESS THEATRE. [994,1053,1108,1065]
tenders-signature: (Signed) W. H. CLAYTON, Colonial Architect, Wellington. [781,2001,982,2011]
horse-sale-ad [730,2016,982,2145]
